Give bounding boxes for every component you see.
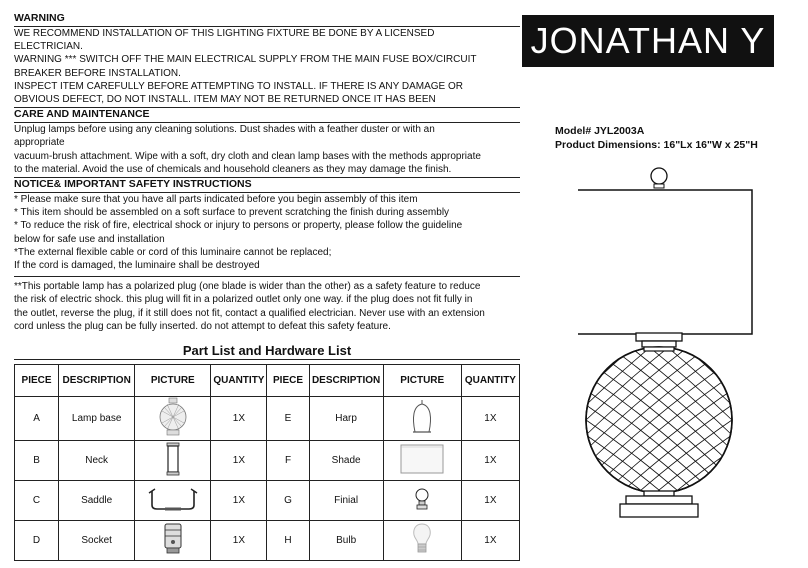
divider (14, 276, 520, 277)
column-header: QUANTITY (211, 365, 267, 397)
product-dimensions: Product Dimensions: 16"Lx 16"W x 25"H (555, 139, 758, 151)
description-cell: Socket (59, 521, 135, 561)
picture-cell (383, 521, 461, 561)
lamp-foot (620, 491, 698, 517)
text-line: **This portable lamp has a polarized plug (one blade is wider than the other) as a safety feature to reduce (14, 281, 481, 293)
quantity-cell: 1X (461, 397, 519, 441)
picture-cell (135, 481, 211, 521)
picture-cell (135, 521, 211, 561)
table-row (15, 481, 520, 521)
lamp-collar (644, 347, 674, 351)
shade-icon (399, 442, 445, 476)
model-number: Model# JYL2003A (555, 125, 645, 137)
description-cell: Harp (309, 397, 383, 441)
text-line: below for safe use and installation (14, 233, 165, 245)
quantity-cell: 1X (211, 441, 267, 481)
care-text (14, 123, 520, 176)
column-header: DESCRIPTION (309, 365, 383, 397)
piece-cell: C (15, 481, 59, 521)
neck-icon (163, 441, 183, 477)
table-row (15, 441, 520, 481)
description-cell: Bulb (309, 521, 383, 561)
bulb-icon (410, 522, 434, 556)
text-line: * This item should be assembled on a soft surface to prevent scratching the finish during assembly (14, 207, 450, 219)
piece-cell: H (267, 521, 309, 561)
piece-cell: F (267, 441, 309, 481)
quantity-cell: 1X (461, 441, 519, 481)
column-header: DESCRIPTION (59, 365, 135, 397)
column-header: PICTURE (135, 365, 211, 397)
piece-cell: B (15, 441, 59, 481)
piece-cell: D (15, 521, 59, 561)
picture-cell (135, 397, 211, 441)
piece-cell: G (267, 481, 309, 521)
column-header: PICTURE (383, 365, 461, 397)
warning-text (14, 27, 520, 106)
finial-icon (412, 486, 432, 512)
text-line: *The external flexible cable or cord of this luminaire cannot be replaced; (14, 246, 332, 258)
harp-icon (407, 398, 437, 436)
text-line: ELECTRICIAN. (14, 41, 83, 53)
description-cell: Neck (59, 441, 135, 481)
text-line: the outlet, reverse the plug, if it still does not fit, contact a qualified electrician. Never use with an extension (14, 307, 485, 319)
table-row (15, 397, 520, 441)
quantity-cell: 1X (211, 397, 267, 441)
text-line: WE RECOMMEND INSTALLATION OF THIS LIGHTING FIXTURE BE DONE BY A LICENSED (14, 28, 435, 39)
lamp-diagram (578, 160, 754, 520)
divider (14, 359, 520, 360)
text-line: Unplug lamps before using any cleaning solutions. Dust shades with a feather duster or with an (14, 124, 435, 136)
lamp-neck (636, 333, 682, 347)
text-line: BREAKER BEFORE INSTALLATION. (14, 67, 181, 79)
warning-title: WARNING (14, 12, 65, 24)
text-line: to the material. Avoid the use of chemicals and household cleaners as they may damage the finish. (14, 163, 452, 175)
quantity-cell: 1X (461, 481, 519, 521)
lamp-finial (651, 168, 667, 188)
text-line: the risk of electric shock. this plug will fit in a polarized outlet only one way. if the plug does not fit fully in (14, 294, 473, 306)
description-cell: Lamp base (59, 397, 135, 441)
quantity-cell: 1X (211, 521, 267, 561)
text-line: cord unless the plug can be fully inserted. do not attempt to defeat this safety feature. (14, 320, 391, 332)
parts-list-title: Part List and Hardware List (182, 343, 352, 358)
description-cell: Saddle (59, 481, 135, 521)
plug-text (14, 280, 520, 333)
text-line: * Please make sure that you have all parts indicated before you begin assembly of this item (14, 194, 418, 206)
text-line: OBVIOUS DEFECT, DO NOT INSTALL. ITEM MAY NOT BE RETURNED ONCE IT HAS BEEN (14, 94, 436, 106)
lamp-base-icon (158, 397, 188, 437)
parts-table (14, 364, 520, 561)
description-cell: Shade (309, 441, 383, 481)
socket-icon (160, 522, 186, 556)
column-header: QUANTITY (461, 365, 519, 397)
text-line: appropriate (14, 137, 65, 149)
description-cell: Finial (309, 481, 383, 521)
picture-cell (383, 397, 461, 441)
picture-cell (135, 441, 211, 481)
saddle-icon (147, 485, 199, 513)
text-line: INSPECT ITEM CAREFULLY BEFORE ATTEMPTING TO INSTALL. IF THERE IS ANY DAMAGE OR (14, 80, 463, 92)
safety-text (14, 193, 520, 272)
lamp-shade (578, 190, 752, 334)
safety-title: NOTICE& IMPORTANT SAFETY INSTRUCTIONS (14, 178, 252, 191)
model-info (555, 124, 758, 152)
quantity-cell: 1X (211, 481, 267, 521)
instructions-column (14, 12, 520, 333)
picture-cell (383, 441, 461, 481)
piece-cell: A (15, 397, 59, 441)
table-header-row (15, 365, 520, 397)
text-line: WARNING *** SWITCH OFF THE MAIN ELECTRICAL SUPPLY FROM THE MAIN FUSE BOX/CIRCUIT (14, 54, 477, 66)
text-line: vacuum-brush attachment. Wipe with a soft, dry cloth and clean lamp bases with the methods appropriate (14, 150, 481, 162)
column-header: PIECE (15, 365, 59, 397)
piece-cell: E (267, 397, 309, 441)
text-line: * To reduce the risk of fire, electrical shock or injury to persons or property, please follow the guideline (14, 220, 463, 232)
care-title: CARE AND MAINTENANCE (14, 108, 150, 121)
brand-logo: JONATHAN Y (522, 15, 774, 67)
text-line: If the cord is damaged, the luminaire shall be destroyed (14, 260, 260, 272)
column-header: PIECE (267, 365, 309, 397)
quantity-cell: 1X (461, 521, 519, 561)
table-row (15, 521, 520, 561)
picture-cell (383, 481, 461, 521)
